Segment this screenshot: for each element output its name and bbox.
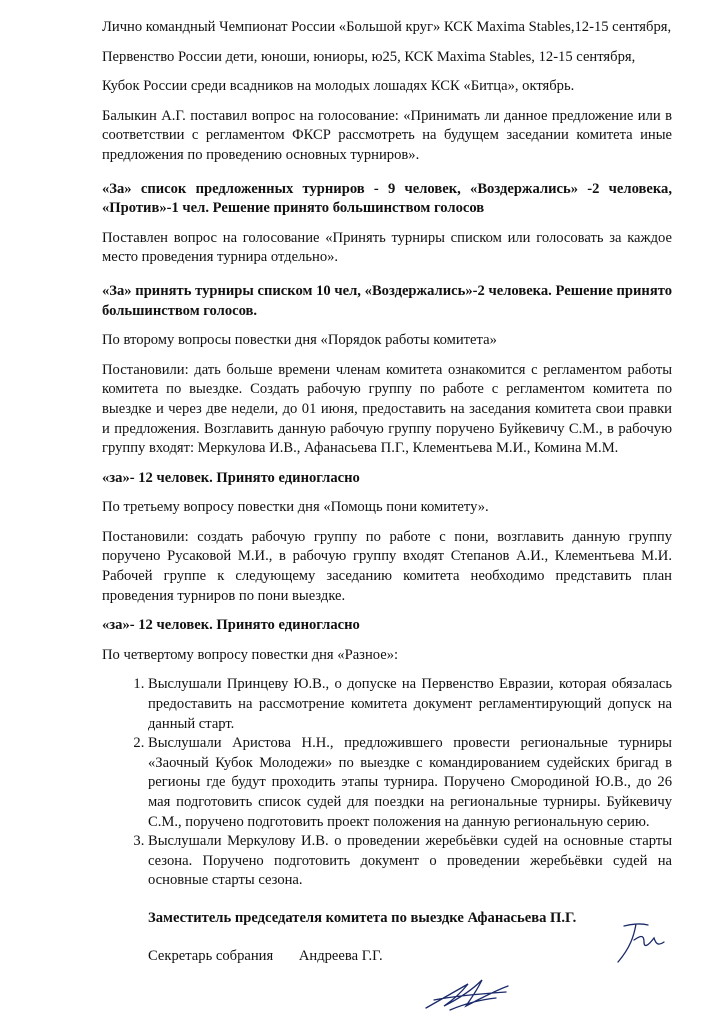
paragraph-vote-result-2: «За» принять турниры списком 10 чел, «Воздержались»-2 человека. Решение принято большинством голосов. <box>102 282 672 319</box>
secretary-name: Андреева Г.Г. <box>298 947 383 964</box>
misc-list <box>102 675 672 891</box>
paragraph-agenda-item-2: По второму вопросы повестки дня «Порядок работы комитета» <box>102 332 497 349</box>
secretary-signature-line <box>102 947 672 967</box>
paragraph-youth-championship: Первенство России дети, юноши, юниоры, ю25, КСК Maxima Stables, 12-15 сентября, <box>102 48 636 65</box>
paragraph-agenda-item-4: По четвертому вопросу повестки дня «Разное»: <box>102 646 399 663</box>
document-body <box>102 18 672 967</box>
paragraph-vote-result-1: «За» список предложенных турниров - 9 человек, «Воздержались» -2 человека, «Против»-1 чел. Решение принято большинством голосов <box>102 180 672 217</box>
paragraph-vote-question: Балыкин А.Г. поставил вопрос на голосование: «Принимать ли данное предложение или в соответствии с регламентом ФКСР рассмотреть на будущем заседании комитета иные предложения по проведению основных турниров». <box>102 107 672 163</box>
paragraph-agenda-item-3: По третьему вопросу повестки дня «Помощь пони комитету». <box>102 499 489 516</box>
paragraph-championship: Лично командный Чемпионат России «Большой круг» КСК Maxima Stables,12-15 сентября, <box>102 19 672 35</box>
secretary-title: Секретарь собрания <box>148 947 274 964</box>
list-item: 2. Выслушали Аристова Н.Н., предложившего провести региональные турниры «Заочный Кубок Молодежи» по выездке с командированием судейских бригад в регионы где будут проходить этапы турнира. Поручено Смородиной Ю.В., до 26 мая подготовить список судей для поездки на региональные турниры. Буйкевичу С.М., поручено подготовить проект положения на данную региональную серию. <box>148 734 672 832</box>
paragraph-vote-question-2: Поставлен вопрос на голосование «Принять турниры списком или голосовать за каждое место проведения турнира отдельно». <box>102 229 672 266</box>
list-item: 1. Выслушали Принцеву Ю.В., о допуске на Первенство Евразии, которая обязалась предоставить на рассмотрение комитета документ регламентирующий допуск на данный старт. <box>148 675 672 734</box>
paragraph-vote-result-3: «за»- 12 человек. Принято единогласно <box>102 469 360 486</box>
handwritten-signature-icon <box>420 970 515 1015</box>
handwritten-signature-icon <box>610 918 670 968</box>
paragraph-resolution-3: Постановили: создать рабочую группу по работе с пони, возглавить данную группу поручено Русаковой М.И., в рабочую группу входят Степанов А.И., Клементьева М.И. Рабочей группе к следующему заседанию комитета необходимо представить план проведения турниров по пони выездке. <box>102 528 672 604</box>
deputy-signature-line: Заместитель председателя комитета по выездке Афанасьева П.Г. <box>148 909 577 926</box>
list-item: 3. Выслушали Меркулову И.В. о проведении жеребьёвки судей на основные старты сезона. Поручено подготовить документ о проведении жеребьёвки судей на основные старты сезона. <box>148 832 672 891</box>
paragraph-resolution-2: Постановили: дать больше времени членам комитета ознакомится с регламентом работы комитета по выездке. Создать рабочую группу по работе с регламентом комитета по выездке и через две недели, до 01 июня, предоставить на заседания комитета свои правки и предложения. Возглавить данную рабочую группу поручено Буйкевичу С.М., в рабочую группу входят: Меркулова И.В., Афанасьева П.Г., Клементьева М.И., Комина М.М. <box>102 361 672 457</box>
paragraph-vote-result-4: «за»- 12 человек. Принято единогласно <box>102 617 360 634</box>
paragraph-russia-cup: Кубок России среди всадников на молодых лошадях КСК «Битца», октябрь. <box>102 78 575 95</box>
